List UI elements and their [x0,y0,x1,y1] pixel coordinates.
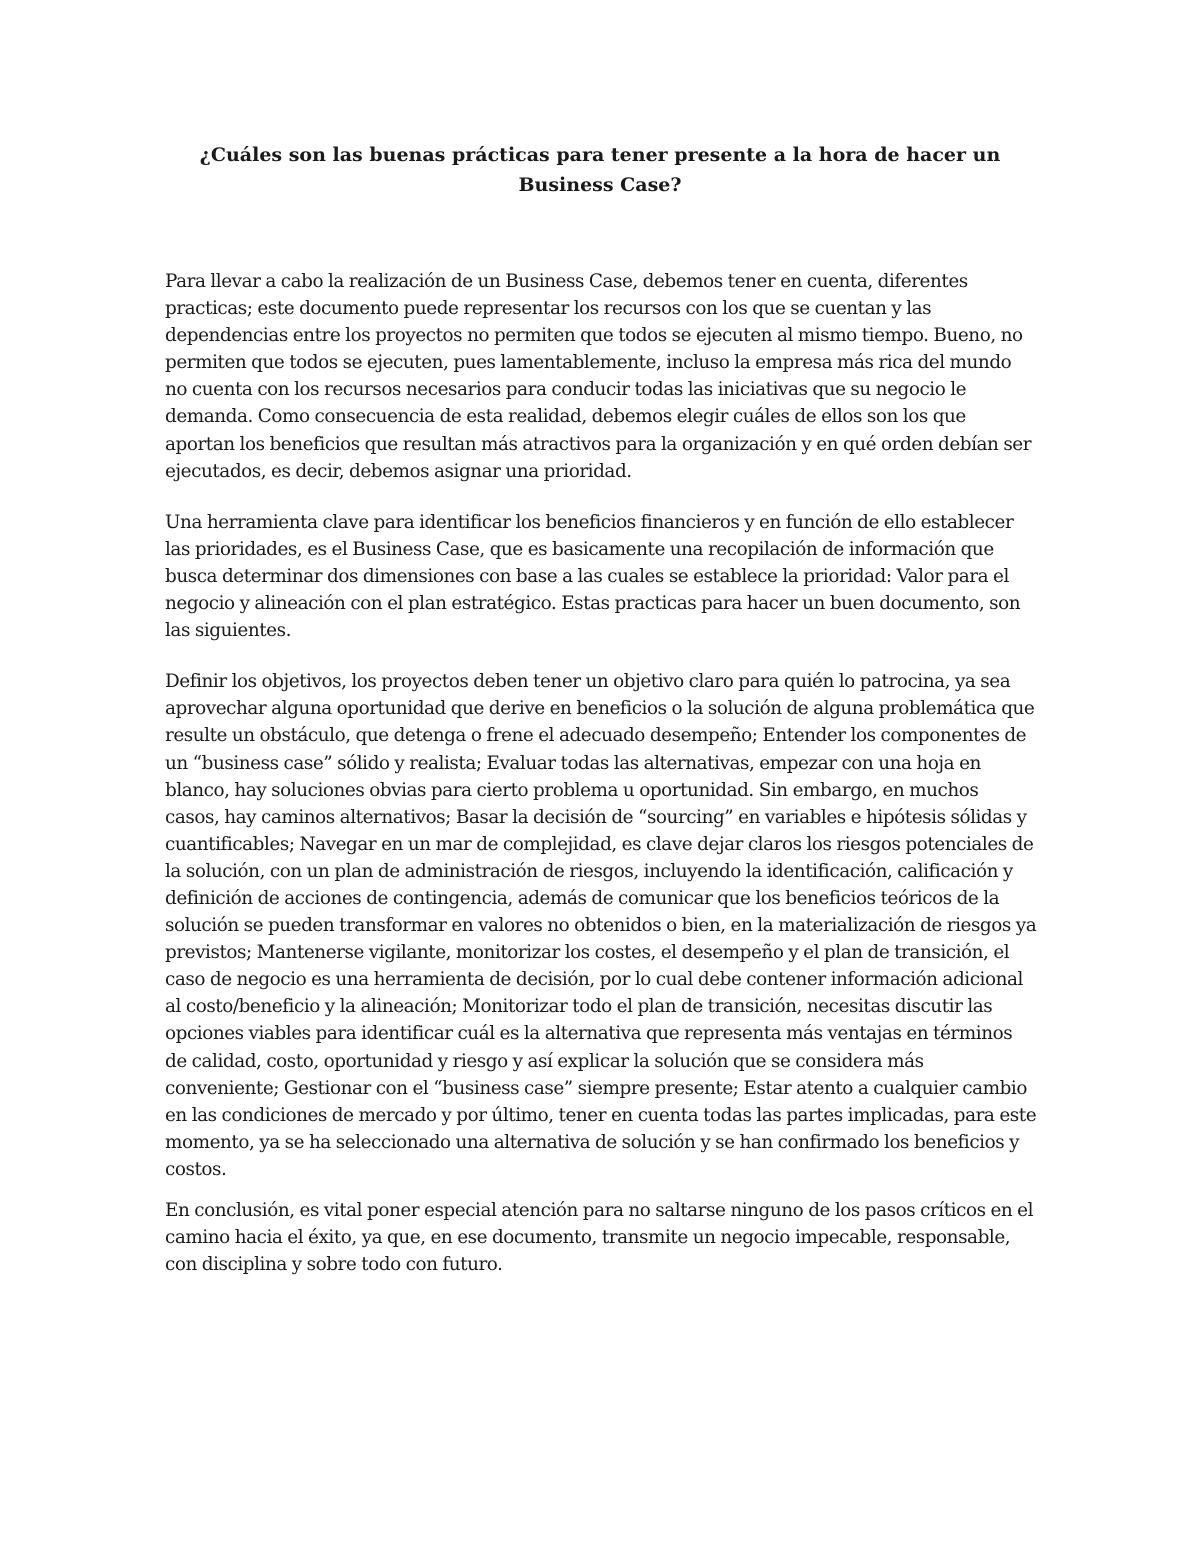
document-title: ¿Cuáles son las buenas prácticas para tener presente a la hora de hacer un Business Case? [199,144,1001,196]
paragraph-practices: Definir los objetivos, los proyectos deben tener un objetivo claro para quién lo patrocina, ya sea aprovechar alguna oportunidad que derive en beneficios o la solución de alguna problemática que resulte un obstáculo, que detenga o frene el adecuado desempeño; Entender los componentes de un “business case” sólido y realista; Evaluar todas las alternativas, empezar con una hoja en blanco, hay soluciones obvias para cierto problema u oportunidad. Sin embargo, en muchos casos, hay caminos alternativos; Basar la decisión de “sourcing” en variables e hipótesis sólidas y cuantificables; Navegar en un mar de complejidad, es clave dejar claros los riesgos potenciales de la solución, con un plan de administración de riesgos, incluyendo la identificación, calificación y definición de acciones de contingencia, además de comunicar que los beneficios teóricos de la solución se pueden transformar en valores no obtenidos o bien, en la materialización de riesgos ya previstos; Mantenerse vigilante, monitorizar los costes, el desempeño y el plan de transición, el caso de negocio es una herramienta de decisión, por lo cual debe contener información adicional al costo/beneficio y la alineación; Monitorizar todo el plan de transición, necesitas discutir las opciones viables para identificar cuál es la alternativa que representa más ventajas en términos de calidad, costo, oportunidad y riesgo y así explicar la solución que se considera más conveniente; Gestionar con el “business case” siempre presente; Estar atento a cualquier cambio en las condiciones de mercado y por último, tener en cuenta todas las partes implicadas, para este momento, ya se ha seleccionado una alternativa de solución y se han confirmado los beneficios y costos. [165,671,1037,1180]
paragraph-business-case-tool: Una herramienta clave para identificar los beneficios financieros y en función de ello establecer las prioridades, es el Business Case, que es basicamente una recopilación de información que busca determinar dos dimensiones con base a las cuales se establece la prioridad: Valor para el negocio y alineación con el plan estratégico. Estas practicas para hacer un buen documento, son las siguientes. [165,511,1021,642]
paragraph-introduction: Para llevar a cabo la realización de un Business Case, debemos tener en cuenta, diferentes practicas; este documento puede representar los recursos con los que se cuentan y las dependencias entre los proyectos no permiten que todos se ejecuten al mismo tiempo. Bueno, no permiten que todos se ejecuten, pues lamentablemente, incluso la empresa más rica del mundo no cuenta con los recursos necesarios para conducir todas las iniciativas que su negocio le demanda. Como consecuencia de esta realidad, debemos elegir cuáles de ellos son los que aportan los beneficios que resultan más atractivos para la organización y en qué orden debían ser ejecutados, es decir, debemos asignar una prioridad. [165,271,1032,482]
document-body [165,268,1037,1302]
paragraph-conclusion: En conclusión, es vital poner especial atención para no saltarse ninguno de los pasos críticos en el camino hacia el éxito, ya que, en ese documento, transmite un negocio impecable, responsable, con disciplina y sobre todo con futuro. [165,1200,1034,1276]
